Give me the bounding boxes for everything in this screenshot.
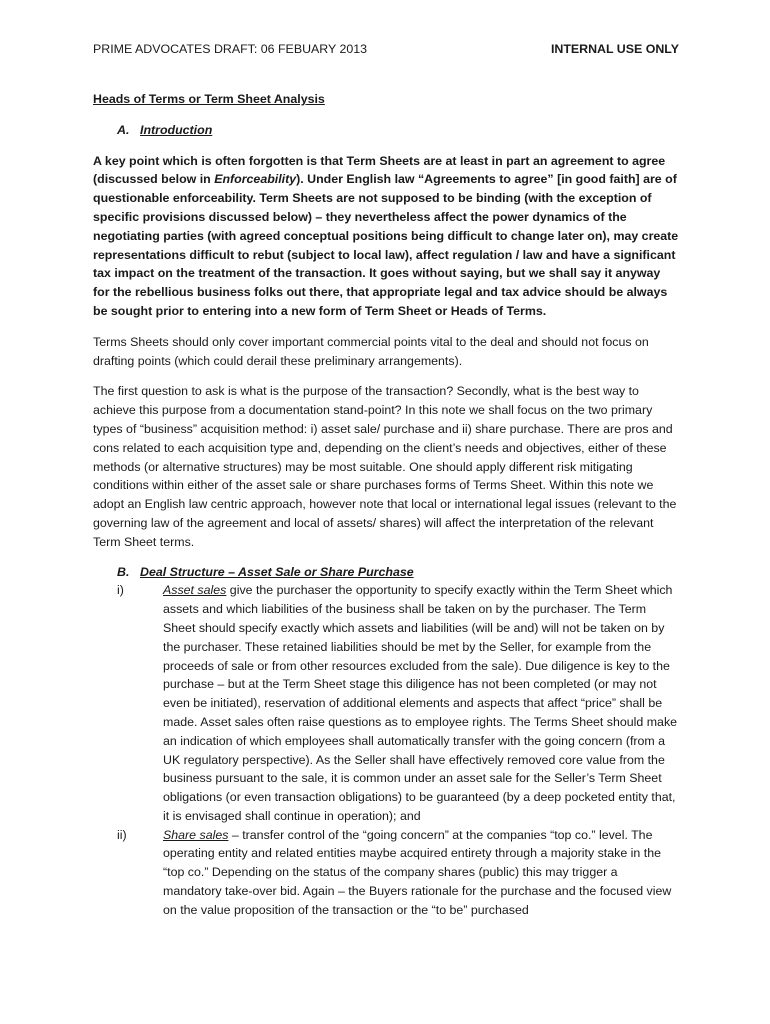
intro-paragraph [93, 152, 679, 321]
section-a-heading [93, 121, 679, 140]
list-item-body [163, 581, 679, 825]
intro-part-1: A key point which is often forgotten is that Term Sheets are at least in part an agreement to agree (discussed below in [93, 153, 666, 187]
document-title: Heads of Terms or Term Sheet Analysis [93, 92, 325, 106]
document-page [93, 40, 679, 920]
list-item-text: – transfer control of the “going concern” at the companies “top co.” level. The operating entity and related entities maybe acquired entirety through a majority stake in the “top co.” Depending on the status of the company shares (public) this may trigger a mandatory take-over bid. Again – the Buyers rationale for the purchase and the focused view on the value proposition of the transaction or the “to be” purchased [163, 827, 672, 917]
list-item-body [163, 826, 679, 920]
list-item-term: Asset sales [163, 583, 227, 598]
list-item-number: ii) [117, 827, 127, 842]
section-b-letter: B. [117, 564, 130, 579]
page-header [93, 40, 679, 60]
paragraph-3: The first question to ask is what is the purpose of the transaction? Secondly, what is the best way to achieve this purpose from a documentation stand-point? In this note we shall focus on the two primary types of “business” acquisition method: i) asset sale/ purchase and ii) share purchase. There are pros and cons related to each acquisition type and, depending on the client’s needs and objectives, either of these methods (or alternative structures) may be most suitable. One should apply different risk mitigating conditions within either of the asset sale or share purchases forms of Terms Sheet. Within this note we adopt an English law centric approach, however note that local or international legal issues (relevant to the governing law of the agreement and local of assets/ shares) will affect the interpretation of the relevant Term Sheet terms. [93, 384, 677, 549]
section-a-letter: A. [117, 122, 130, 137]
section-b-heading [93, 563, 679, 582]
section-a-title: Introduction [140, 122, 213, 137]
intro-part-2: ). Under English law “Agreements to agree” [in good faith] are of questionable enforceability. Term Sheets are not supposed to be binding (with the exception of specific provisions discussed below) – they nevertheless affect the power dynamics of the negotiating parties (with agreed conceptual positions being difficult to change later on), may create representations difficult to rebut (subject to local law), affect regulation / law and have a significant tax impact on the treatment of the transaction. It goes without saying, but we shall say it anyway for the rebellious business folks out there, that appropriate legal and tax advice should be always be sought prior to entering into a new form of Term Sheet or Heads of Terms. [93, 172, 679, 318]
intro-emphasis: Enforceability [214, 172, 297, 187]
list-item-term: Share sales [163, 827, 229, 842]
list-item [93, 826, 679, 920]
internal-use-label: INTERNAL USE ONLY [550, 42, 679, 56]
draft-date-label: PRIME ADVOCATES DRAFT: 06 FEBUARY 2013 [93, 42, 368, 56]
paragraph-2: Terms Sheets should only cover important commercial points vital to the deal and should not focus on drafting points (which could derail these preliminary arrangements). [93, 334, 649, 368]
list-item-text: give the purchaser the opportunity to specify exactly within the Term Sheet which assets and which liabilities of the business shall be taken on by the purchaser. The Term Sheet should specify exactly which assets and liabilities (will be and) will not be taken on by the purchaser. These retained liabilities should be met by the Seller, for example from the proceeds of sale or from other resources excluded from the sale). Due diligence is key to the purchase – but at the Term Sheet stage this diligence has not been completed (or may not even be initiated), reservation of additional elements and aspects that affect “price” shall be made. Asset sales often raise questions as to employee rights. The Terms Sheet should make an indication of which employees shall automatically transfer with the going concern (from a UK regulatory perspective). As the Seller shall have effectively removed core value from the business pursuant to the sale, it is common under an asset sale for the Seller’s Term Sheet obligations (or even transaction obligations) to be guaranteed (by a deep pocketed entity that, it is envisaged shall continue in operation); and [163, 583, 678, 823]
list-item [93, 581, 679, 825]
section-b-title: Deal Structure – Asset Sale or Share Purchase [140, 564, 414, 579]
list-item-number: i) [117, 583, 124, 598]
